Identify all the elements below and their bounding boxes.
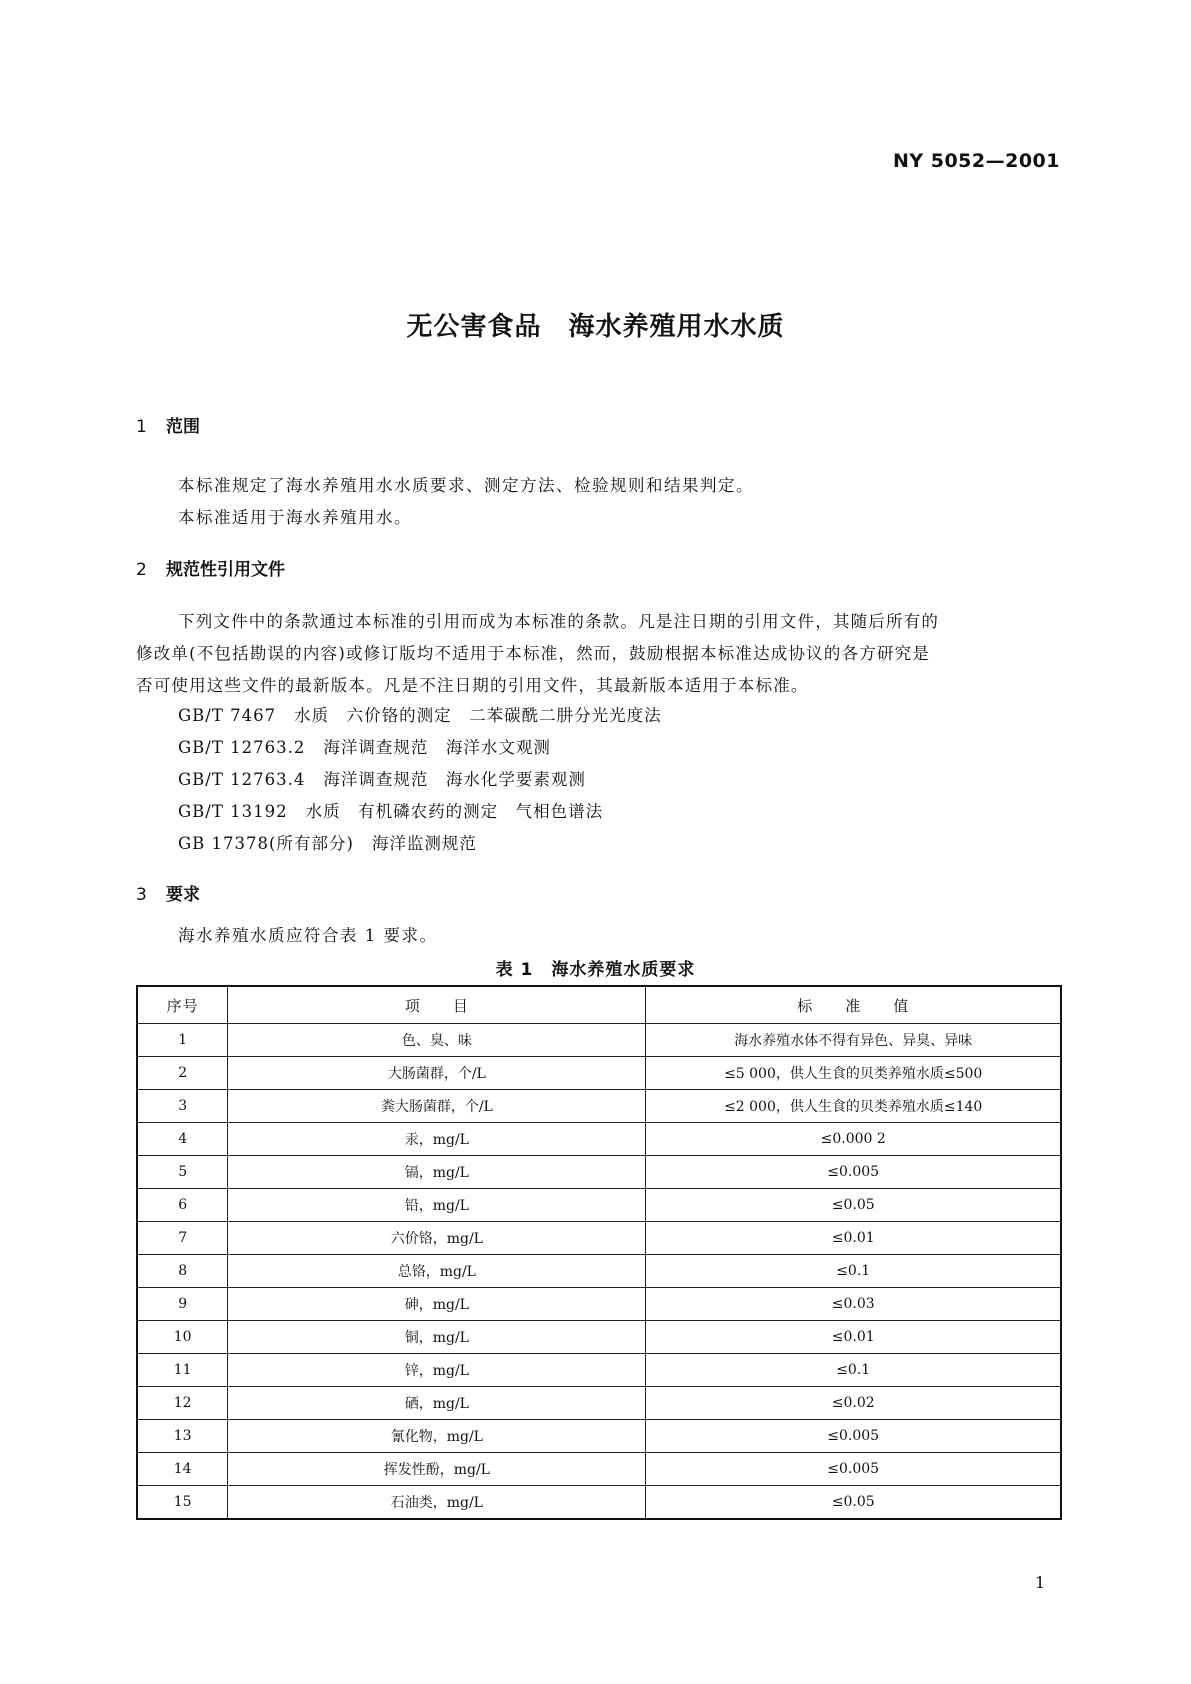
table-row [137, 1189, 1061, 1222]
cell-standard-value: ≤0.005 [646, 1156, 1061, 1189]
table-body [137, 1024, 1061, 1520]
cell-standard-value: ≤0.000 2 [646, 1123, 1061, 1156]
cell-index: 11 [137, 1354, 228, 1387]
cell-item: 总铬，mg/L [228, 1255, 646, 1288]
table-row [137, 1420, 1061, 1453]
reference-code: GB/T 13192 [178, 802, 288, 821]
cell-item: 粪大肠菌群，个/L [228, 1090, 646, 1123]
water-quality-table [136, 985, 1062, 1520]
cell-item: 挥发性酚，mg/L [228, 1453, 646, 1486]
section-title: 规范性引用文件 [166, 560, 285, 580]
reference-item [178, 700, 662, 732]
cell-index: 1 [137, 1024, 228, 1057]
cell-standard-value: ≤0.03 [646, 1288, 1061, 1321]
table-row [137, 1090, 1061, 1123]
header-standard-value: 标 准 值 [646, 986, 1061, 1024]
reference-item [178, 764, 662, 796]
document-title: 无公害食品 海水养殖用水水质 [406, 312, 785, 342]
cell-index: 5 [137, 1156, 228, 1189]
reference-intro [136, 606, 1061, 702]
table-row [137, 1222, 1061, 1255]
cell-item: 色、臭、味 [228, 1024, 646, 1057]
cell-standard-value: ≤0.02 [646, 1387, 1061, 1420]
cell-standard-value: ≤0.01 [646, 1222, 1061, 1255]
cell-item: 镉，mg/L [228, 1156, 646, 1189]
section-title: 范围 [166, 417, 200, 437]
cell-item: 汞，mg/L [228, 1123, 646, 1156]
table-row [137, 1123, 1061, 1156]
text-line: 下列文件中的条款通过本标准的引用而成为本标准的条款。凡是注日期的引用文件，其随后所有的 [178, 612, 940, 631]
cell-item: 铅，mg/L [228, 1189, 646, 1222]
cell-standard-value: ≤0.1 [646, 1354, 1061, 1387]
reference-code: GB 17378(所有部分) [178, 834, 354, 853]
cell-item: 大肠菌群，个/L [228, 1057, 646, 1090]
table-header-row [137, 986, 1061, 1024]
cell-standard-value: ≤0.01 [646, 1321, 1061, 1354]
reference-item [178, 796, 662, 828]
table-row [137, 1288, 1061, 1321]
table-row [137, 1024, 1061, 1057]
section-3-heading [136, 880, 200, 905]
reference-title: 水质 有机磷农药的测定 气相色谱法 [305, 802, 604, 821]
section-number: 3 [136, 885, 147, 905]
reference-code: GB/T 12763.2 [178, 738, 306, 757]
reference-title: 海洋调查规范 海水化学要素观测 [323, 770, 586, 789]
paragraph: 本标准适用于海水养殖用水。 [178, 508, 412, 527]
table-row [137, 1057, 1061, 1090]
reference-code: GB/T 7467 [178, 706, 277, 725]
section-title: 要求 [166, 885, 200, 905]
reference-list [178, 700, 662, 860]
table-row [137, 1486, 1061, 1520]
cell-index: 12 [137, 1387, 228, 1420]
cell-standard-value: ≤0.1 [646, 1255, 1061, 1288]
table-row [137, 1321, 1061, 1354]
section-number: 2 [136, 560, 147, 580]
cell-standard-value: ≤0.05 [646, 1486, 1061, 1520]
cell-index: 10 [137, 1321, 228, 1354]
cell-item: 锌，mg/L [228, 1354, 646, 1387]
table-caption: 表 1 海水养殖水质要求 [495, 960, 696, 980]
cell-standard-value: ≤2 000，供人生食的贝类养殖水质≤140 [646, 1090, 1061, 1123]
header-item: 项 目 [228, 986, 646, 1024]
cell-standard-value: ≤5 000，供人生食的贝类养殖水质≤500 [646, 1057, 1061, 1090]
cell-index: 14 [137, 1453, 228, 1486]
cell-item: 石油类，mg/L [228, 1486, 646, 1520]
cell-standard-value: ≤0.05 [646, 1189, 1061, 1222]
cell-item: 硒，mg/L [228, 1387, 646, 1420]
cell-item: 六价铬，mg/L [228, 1222, 646, 1255]
header-index: 序号 [137, 986, 228, 1024]
reference-item [178, 732, 662, 764]
section-2-heading [136, 555, 285, 580]
text-line: 修改单(不包括勘误的内容)或修订版均不适用于本标准，然而，鼓励根据本标准达成协议的各方研究是 [136, 644, 931, 663]
cell-index: 6 [137, 1189, 228, 1222]
cell-index: 9 [137, 1288, 228, 1321]
cell-index: 3 [137, 1090, 228, 1123]
paragraph: 海水养殖水质应符合表 1 要求。 [178, 926, 438, 945]
cell-index: 7 [137, 1222, 228, 1255]
cell-index: 13 [137, 1420, 228, 1453]
cell-index: 8 [137, 1255, 228, 1288]
table-row [137, 1387, 1061, 1420]
reference-code: GB/T 12763.4 [178, 770, 306, 789]
reference-title: 水质 六价铬的测定 二苯碳酰二肼分光光度法 [294, 706, 662, 725]
text-line: 否可使用这些文件的最新版本。凡是不注日期的引用文件，其最新版本适用于本标准。 [136, 676, 809, 695]
table-row [137, 1255, 1061, 1288]
reference-item [178, 828, 662, 860]
table-row [137, 1453, 1061, 1486]
section-number: 1 [136, 417, 147, 437]
standard-code: NY 5052—2001 [892, 150, 1060, 172]
page-number: 1 [1035, 1573, 1046, 1592]
cell-standard-value: 海水养殖水体不得有异色、异臭、异味 [646, 1024, 1061, 1057]
table-row [137, 1156, 1061, 1189]
cell-item: 铜，mg/L [228, 1321, 646, 1354]
paragraph: 本标准规定了海水养殖用水水质要求、测定方法、检验规则和结果判定。 [178, 476, 754, 495]
table-row [137, 1354, 1061, 1387]
reference-title: 海洋调查规范 海洋水文观测 [323, 738, 551, 757]
cell-index: 4 [137, 1123, 228, 1156]
cell-index: 15 [137, 1486, 228, 1520]
cell-item: 氰化物，mg/L [228, 1420, 646, 1453]
cell-standard-value: ≤0.005 [646, 1420, 1061, 1453]
cell-item: 砷，mg/L [228, 1288, 646, 1321]
reference-title: 海洋监测规范 [371, 834, 477, 853]
section-1-heading [136, 412, 200, 437]
cell-index: 2 [137, 1057, 228, 1090]
cell-standard-value: ≤0.005 [646, 1453, 1061, 1486]
